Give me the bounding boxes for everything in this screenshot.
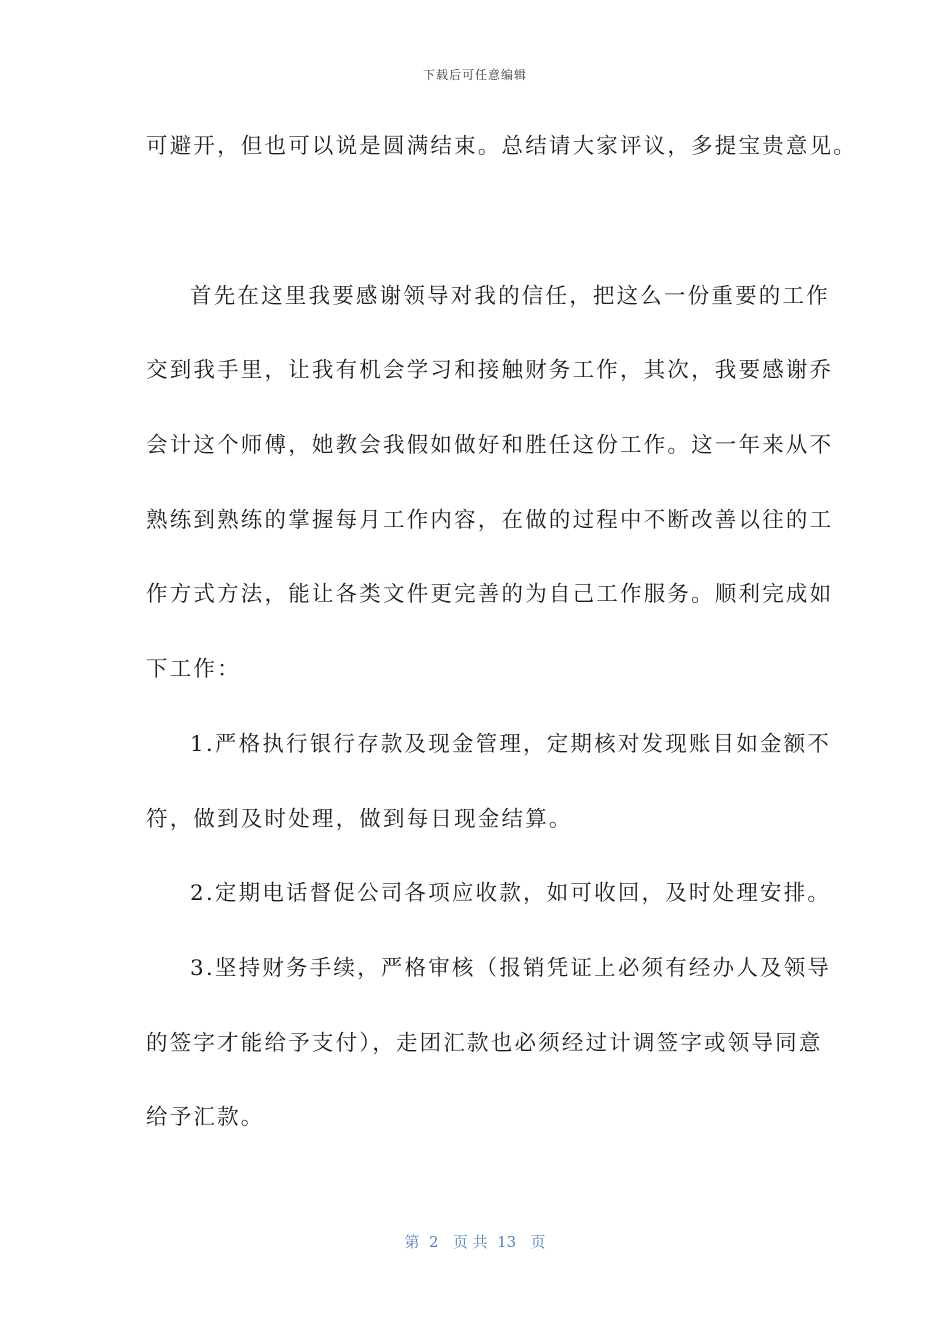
text-line: 3.坚持财务手续，严格审核（报销凭证上必须有经办人及领导 xyxy=(190,956,832,981)
header-note: 下载后可任意编辑 xyxy=(422,68,527,82)
text-line: 符，做到及时处理，做到每日现金结算。 xyxy=(146,807,573,832)
text-line: 作方式方法，能让各类文件更完善的为自己工作服务。顺利完成如 xyxy=(146,582,834,607)
text-line: 会计这个师傅，她教会我假如做好和胜任这份工作。这一年来从不 xyxy=(146,433,834,458)
text-line: 给予汇款。 xyxy=(146,1105,265,1130)
text-line: 交到我手里，让我有机会学习和接触财务工作，其次，我要感谢乔 xyxy=(146,358,834,383)
text-line: 下工作： xyxy=(146,657,241,682)
text-line: 2.定期电话督促公司各项应收款，如可收回，及时处理安排。 xyxy=(190,881,832,906)
page-number-footer: 第 2 页 共 13 页 xyxy=(404,1233,546,1251)
text-line: 1.严格执行银行存款及现金管理，定期核对发现账目如金额不 xyxy=(190,732,832,757)
text-line: 的签字才能给予支付），走团汇款也必须经过计调签字或领导同意 xyxy=(146,1031,823,1056)
text-line: 首先在这里我要感谢领导对我的信任，把这么一份重要的工作 xyxy=(190,284,830,309)
text-line: 熟练到熟练的掌握每月工作内容，在做的过程中不断改善以往的工 xyxy=(146,508,834,533)
text-line: 可避开，但也可以说是圆满结束。总结请大家评议，多提宝贵意见。 xyxy=(146,134,858,159)
